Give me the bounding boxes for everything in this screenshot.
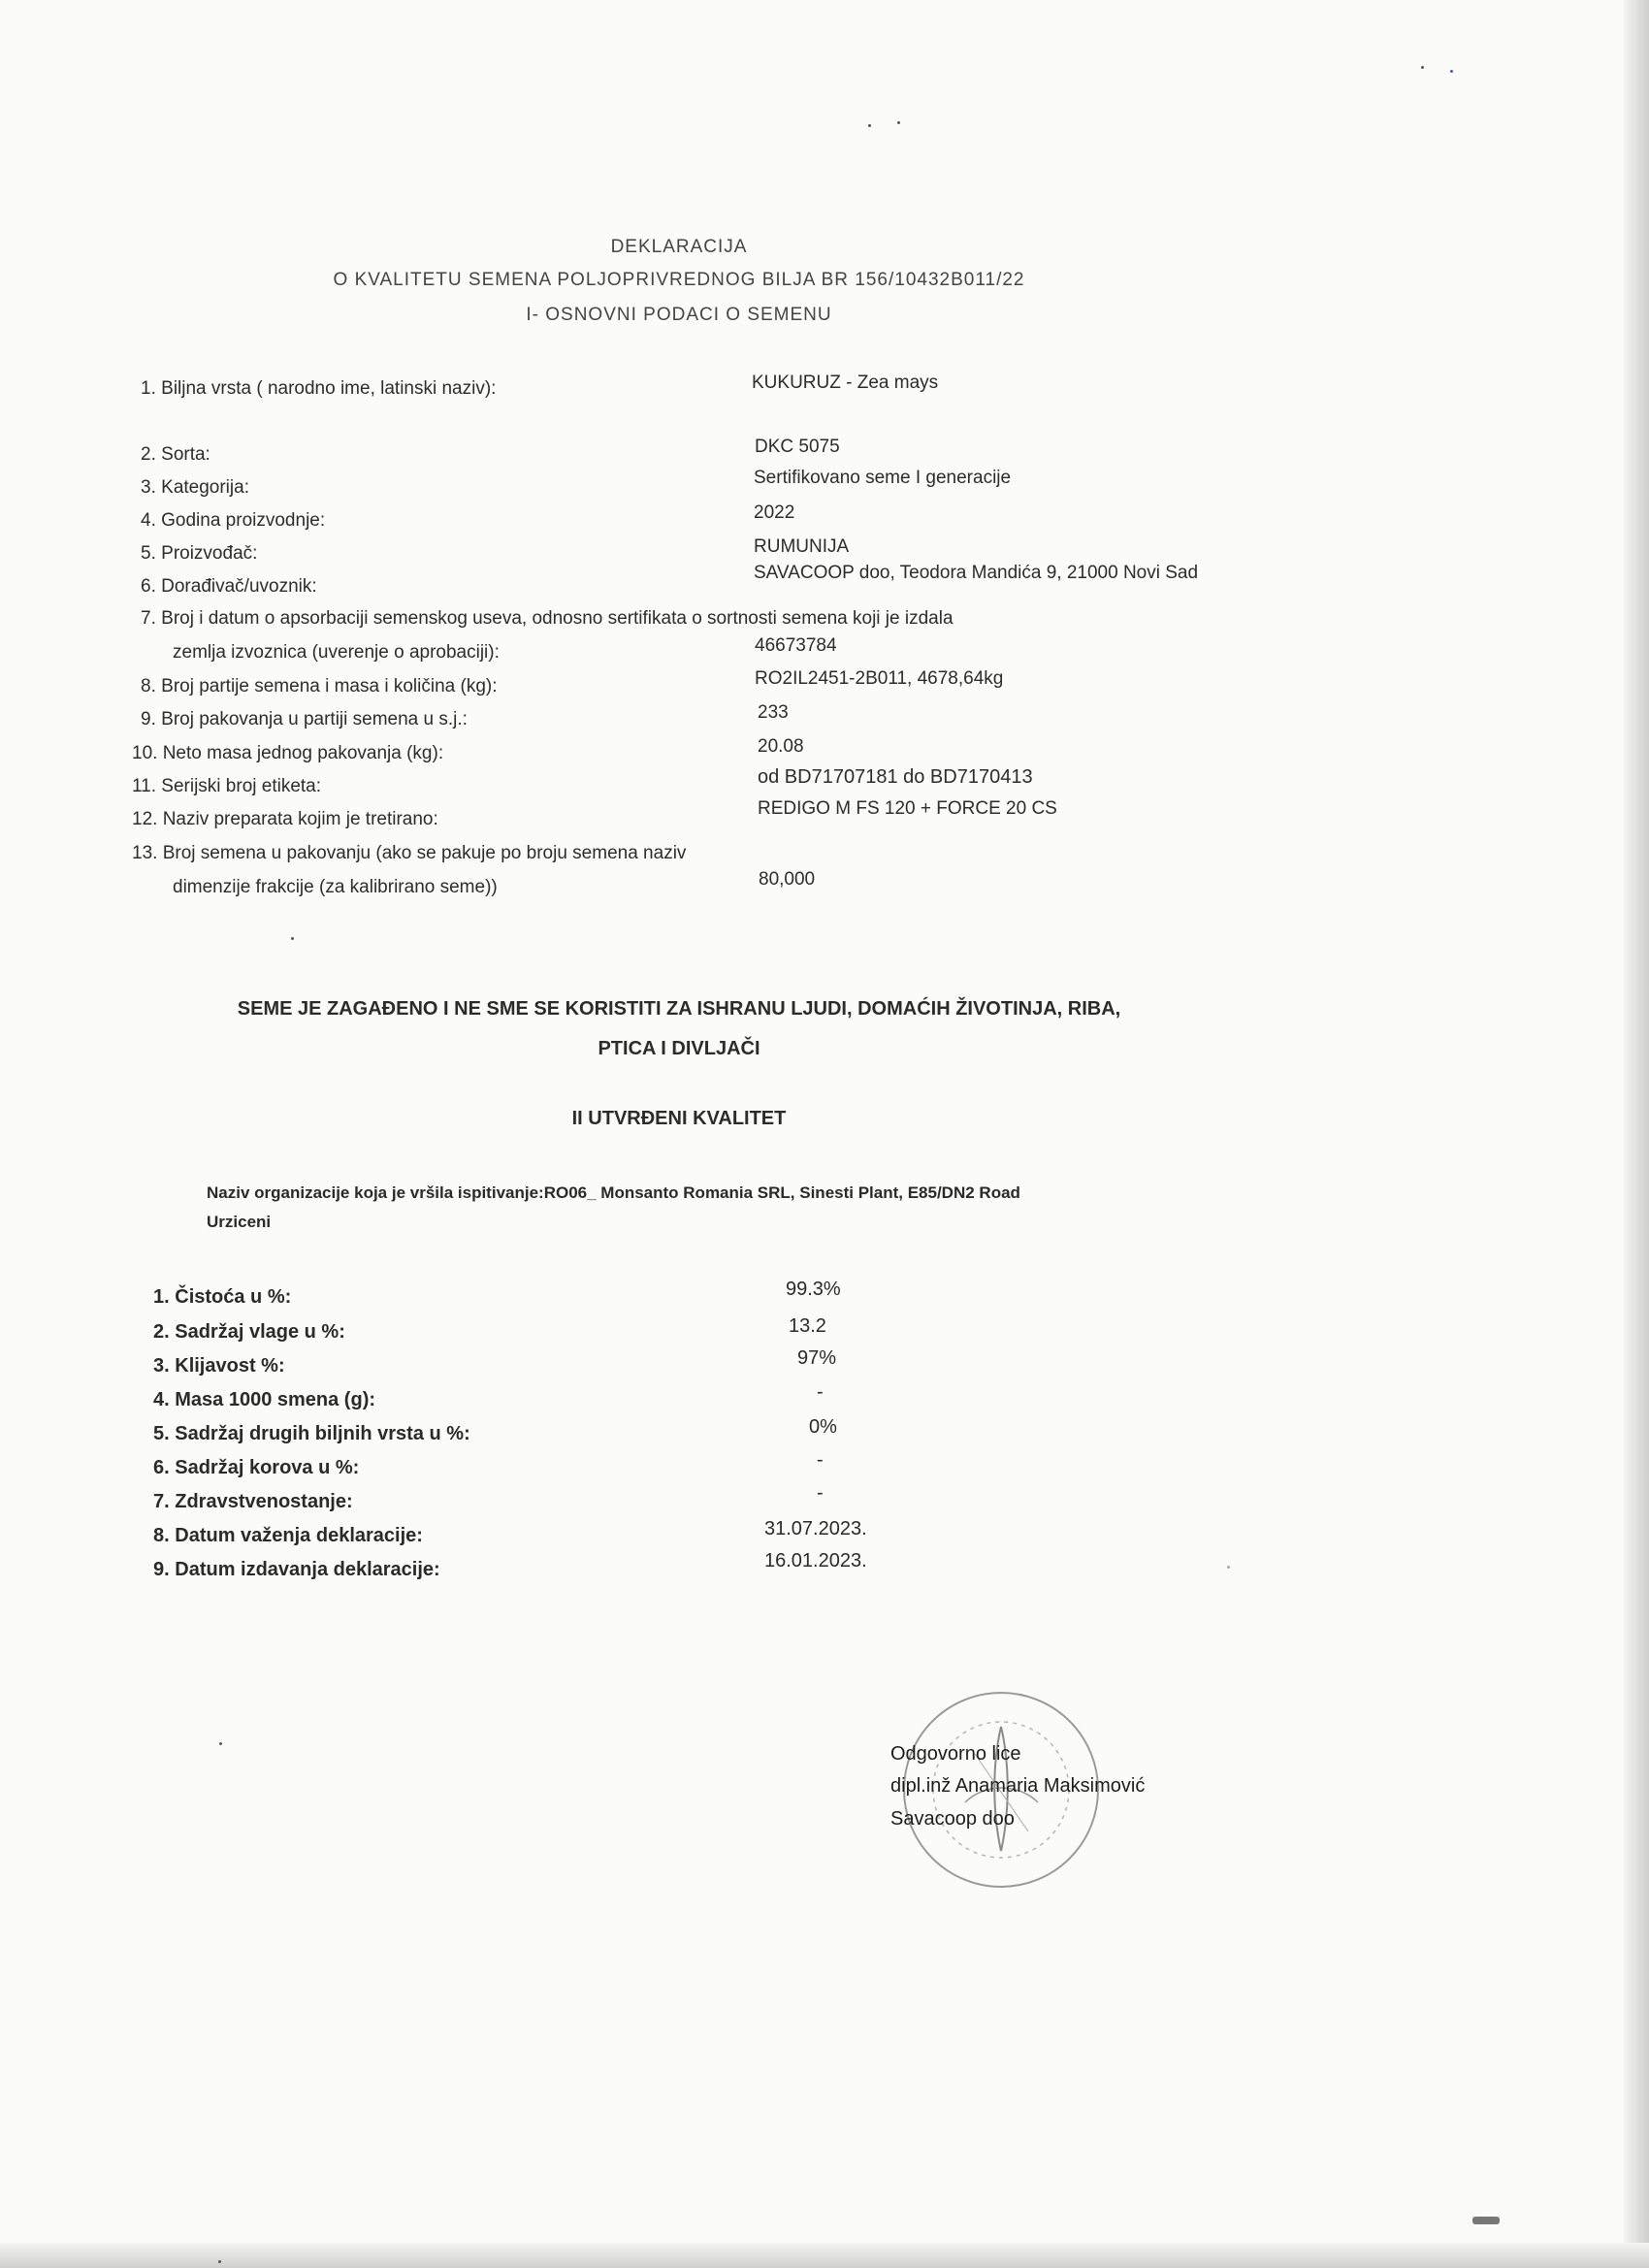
section2-item-9-value: 16.01.2023. [764, 1550, 867, 1571]
scan-speck [291, 937, 294, 940]
section1-item-5-label: 5. Proizvođač: [141, 543, 258, 564]
section2-item-2-value: 13.2 [789, 1315, 826, 1337]
section1-item-4-label: 4. Godina proizvodnje: [141, 510, 326, 531]
section2-item-5-label: 5. Sadržaj drugih biljnih vrsta u %: [153, 1423, 470, 1444]
section1-item-11-label: 11. Serijski broj etiketa: [132, 776, 322, 796]
section1-item-7-label-cont: zemlja izvoznica (uverenje o aprobaciji): [173, 642, 500, 663]
section1-item-9-value: 233 [758, 702, 789, 723]
section1-item-2-label: 2. Sorta: [141, 444, 210, 465]
section1-item-10-value: 20.08 [758, 736, 804, 757]
section1-heading: I- OSNOVNI PODACI O SEMENU [526, 305, 832, 325]
scan-speck [1227, 1566, 1230, 1569]
warning-line-2: PTICA I DIVLJAČI [598, 1038, 760, 1059]
section1-item-12-value: REDIGO M FS 120 + FORCE 20 CS [758, 798, 1057, 819]
testing-org-line-2: Urziceni [207, 1213, 272, 1231]
warning-line-1: SEME JE ZAGAĐENO I NE SME SE KORISTITI ZA ISHRANU LJUDI, DOMAĆIH ŽIVOTINJA, RIBA, [237, 998, 1121, 1020]
section2-heading: II UTVRĐENI KVALITET [571, 1108, 787, 1129]
section2-item-7-value: - [817, 1482, 824, 1504]
scan-edge-right [1624, 0, 1649, 2268]
document-subtitle: O KVALITETU SEMENA POLJOPRIVREDNOG BILJA BR 156/10432B011/22 [333, 270, 1025, 290]
section2-item-2-label: 2. Sadržaj vlage u %: [153, 1321, 345, 1343]
scan-speck [1450, 70, 1453, 73]
section1-item-3-label: 3. Kategorija: [141, 477, 249, 498]
section2-item-8-label: 8. Datum važenja deklaracije: [153, 1525, 423, 1546]
scan-edge-bottom [0, 2243, 1649, 2268]
section1-item-1-label: 1. Biljna vrsta ( narodno ime, latinski naziv): [141, 378, 497, 399]
section1-item-8-value: RO2IL2451-2B011, 4678,64kg [755, 668, 1004, 689]
section2-item-1-value: 99.3% [786, 1279, 841, 1300]
scan-speck [1421, 66, 1424, 69]
section1-item-8-label: 8. Broj partije semena i masa i količina (kg): [141, 676, 498, 697]
scan-speck [868, 124, 871, 127]
section1-item-13-label-cont: dimenzije frakcije (za kalibrirano seme)) [173, 877, 498, 897]
section2-item-6-label: 6. Sadržaj korova u %: [153, 1457, 360, 1478]
section1-item-5-value: RUMUNIJA [754, 536, 850, 557]
section1-item-7-label: 7. Broj i datum o apsorbaciji semenskog useva, odnosno sertifikata o sortnosti semena koji je izdala [141, 608, 954, 629]
section2-item-7-label: 7. Zdravstvenostanje: [153, 1491, 353, 1512]
section2-item-1-label: 1. Čistoća u %: [153, 1286, 292, 1308]
section1-item-13-value: 80,000 [759, 869, 816, 890]
section2-item-8-value: 31.07.2023. [764, 1518, 867, 1539]
section1-item-9-label: 9. Broj pakovanja u partiji semena u s.j.: [141, 709, 468, 729]
section1-item-6-label: 6. Dorađivač/uvoznik: [141, 576, 317, 597]
signature-company: Savacoop doo [890, 1808, 1015, 1830]
section2-item-3-label: 3. Klijavost %: [153, 1355, 285, 1377]
section1-item-4-value: 2022 [754, 502, 795, 523]
section1-item-3-value: Sertifikovano seme I generacije [754, 468, 1012, 488]
section2-item-4-label: 4. Masa 1000 smena (g): [153, 1389, 376, 1410]
section2-item-6-value: - [817, 1449, 824, 1471]
scan-speck [218, 2260, 221, 2263]
scan-speck [897, 121, 900, 124]
section1-item-10-label: 10. Neto masa jednog pakovanja (kg): [132, 743, 444, 763]
signature-name: dipl.inž Anamaria Maksimović [890, 1775, 1146, 1797]
scan-speck [1472, 2217, 1500, 2224]
testing-org-line-1: Naziv organizacije koja je vršila ispitivanje:RO06_ Monsanto Romania SRL, Sinesti Plant, E85/DN2 Road [207, 1183, 1020, 1202]
scan-speck [219, 1742, 222, 1745]
section1-item-6-value: SAVACOOP doo, Teodora Mandića 9, 21000 Novi Sad [754, 563, 1199, 583]
section1-item-12-label: 12. Naziv preparata kojim je tretirano: [132, 809, 438, 829]
section2-item-3-value: 97% [797, 1347, 837, 1369]
signature-role: Odgovorno lice [890, 1743, 1021, 1765]
section2-item-5-value: 0% [809, 1416, 837, 1438]
section1-item-1-value: KUKURUZ - Zea mays [752, 373, 939, 393]
section1-item-13-label: 13. Broj semena u pakovanju (ako se pakuje po broju semena naziv [132, 843, 687, 863]
section1-item-11-value: od BD71707181 do BD7170413 [758, 766, 1033, 788]
section2-item-4-value: - [817, 1381, 824, 1403]
section1-item-7-value: 46673784 [755, 635, 837, 656]
section1-item-2-value: DKC 5075 [755, 437, 840, 457]
document-title: DEKLARACIJA [610, 237, 748, 257]
section2-item-9-label: 9. Datum izdavanja deklaracije: [153, 1559, 440, 1580]
